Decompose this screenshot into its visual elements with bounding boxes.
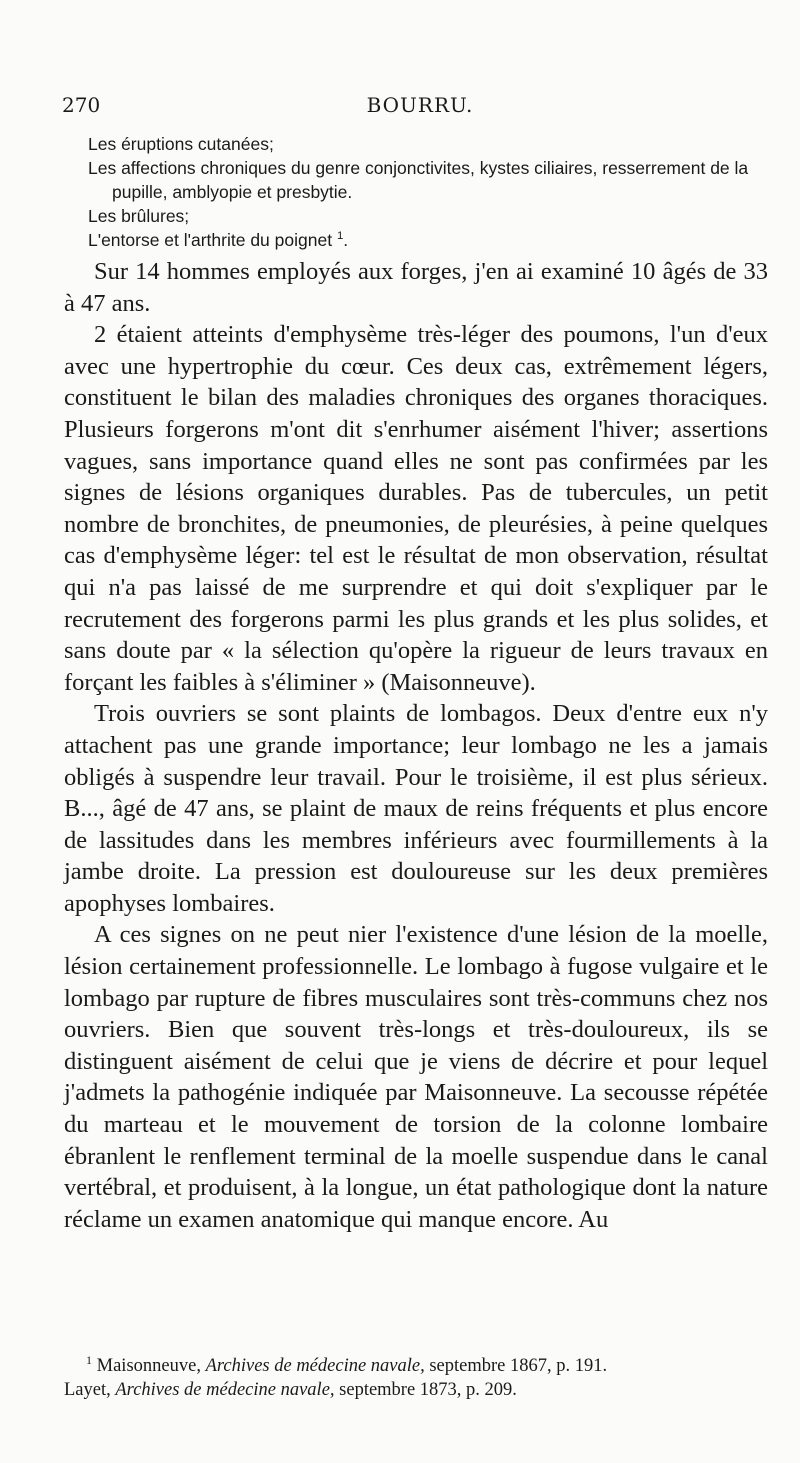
list-block	[88, 132, 758, 252]
paragraph: 2 étaient atteints d'emphysème très-léger des poumons, l'un d'eux avec une hypertrophie du cœur. Ces deux cas, extrêmement légers, constituent le bilan des maladies chroniques des organes thoraciques. Plusieurs forgerons m'ont dit s'enrhumer aisément l'hiver; assertions vagues, sans importance quand elles ne sont pas confirmées par les signes de lésions organiques durables. Pas de tubercules, un petit nombre de bronchites, de pneumonies, de pleurésies, à peine quelques cas d'emphysème léger: tel est le résultat de mon observation, résultat qui n'a pas laissé de me surprendre et qui doit s'expliquer par le recrutement des forgerons parmi les plus grands et les plus solides, et sans doute par « la sélection qu'opère la rigueur de leurs travaux en forçant les faibles à s'éliminer » (Maisonneuve).	[64, 321, 768, 696]
running-head: BOURRU.	[366, 93, 474, 117]
list-item: Les éruptions cutanées;	[88, 134, 274, 154]
paragraph: Trois ouvriers se sont plaints de lombagos. Deux d'entre eux n'y attachent pas une grande importance; leur lombago ne les a jamais obligés à suspendre leur travail. Pour le troisième, il est plus sérieux. B..., âgé de 47 ans, se plaint de maux de reins fréquents et plus encore de lassitudes dans les membres inférieurs avec fourmillements à la jambe droite. La pression est douloureuse sur les deux premières apophyses lombaires.	[64, 700, 768, 917]
footnote-ref[interactable]: 1	[336, 230, 344, 243]
list-item: Les affections chroniques du genre conjonctivites, kystes ciliaires, resserrement de la pupille, amblyopie et presbytie.	[88, 158, 749, 202]
body-text	[64, 256, 768, 1235]
footnote	[64, 1378, 768, 1402]
footnote-title: Archives de médecine navale,	[115, 1380, 335, 1400]
footnote-details: septembre 1867, p. 191.	[429, 1356, 608, 1376]
footnote-mark: 1	[86, 1352, 93, 1367]
paragraph: Sur 14 hommes employés aux forges, j'en ai examiné 10 âgés de 33 à 47 ans.	[64, 258, 768, 317]
footnote-details: septembre 1873, p. 209.	[339, 1380, 517, 1400]
list-item-text: L'entorse et l'arthrite du poignet	[88, 230, 333, 250]
footnote	[64, 1354, 768, 1378]
footnote-title: Archives de médecine navale,	[205, 1356, 425, 1376]
page-number: 270	[62, 93, 101, 117]
list-item: Les brûlures;	[88, 206, 190, 226]
footnotes	[64, 1354, 768, 1402]
footnote-author: Maisonneuve,	[96, 1356, 201, 1376]
paragraph: A ces signes on ne peut nier l'existence d'une lésion de la moelle, lésion certainement professionnelle. Le lombago à fugose vulgaire et le lombago par rupture de fibres musculaires sont très-communs chez nos ouvriers. Bien que souvent très-longs et très-douloureux, ils se distinguent aisément de celui que je viens de décrire et pour lequel j'admets la pathogénie indiquée par Maisonneuve. La secousse répétée du marteau et le mouvement de torsion de la colonne lombaire ébranlent le renflement terminal de la moelle suspendue dans le canal vertébral, et produisent, à la longue, un état pathologique dont la nature réclame un examen anatomique qui manque encore. Au	[64, 921, 768, 1233]
list-item: L'entorse et l'arthrite du poignet $^1$.	[88, 230, 349, 250]
footnote-author: Layet,	[64, 1380, 111, 1400]
